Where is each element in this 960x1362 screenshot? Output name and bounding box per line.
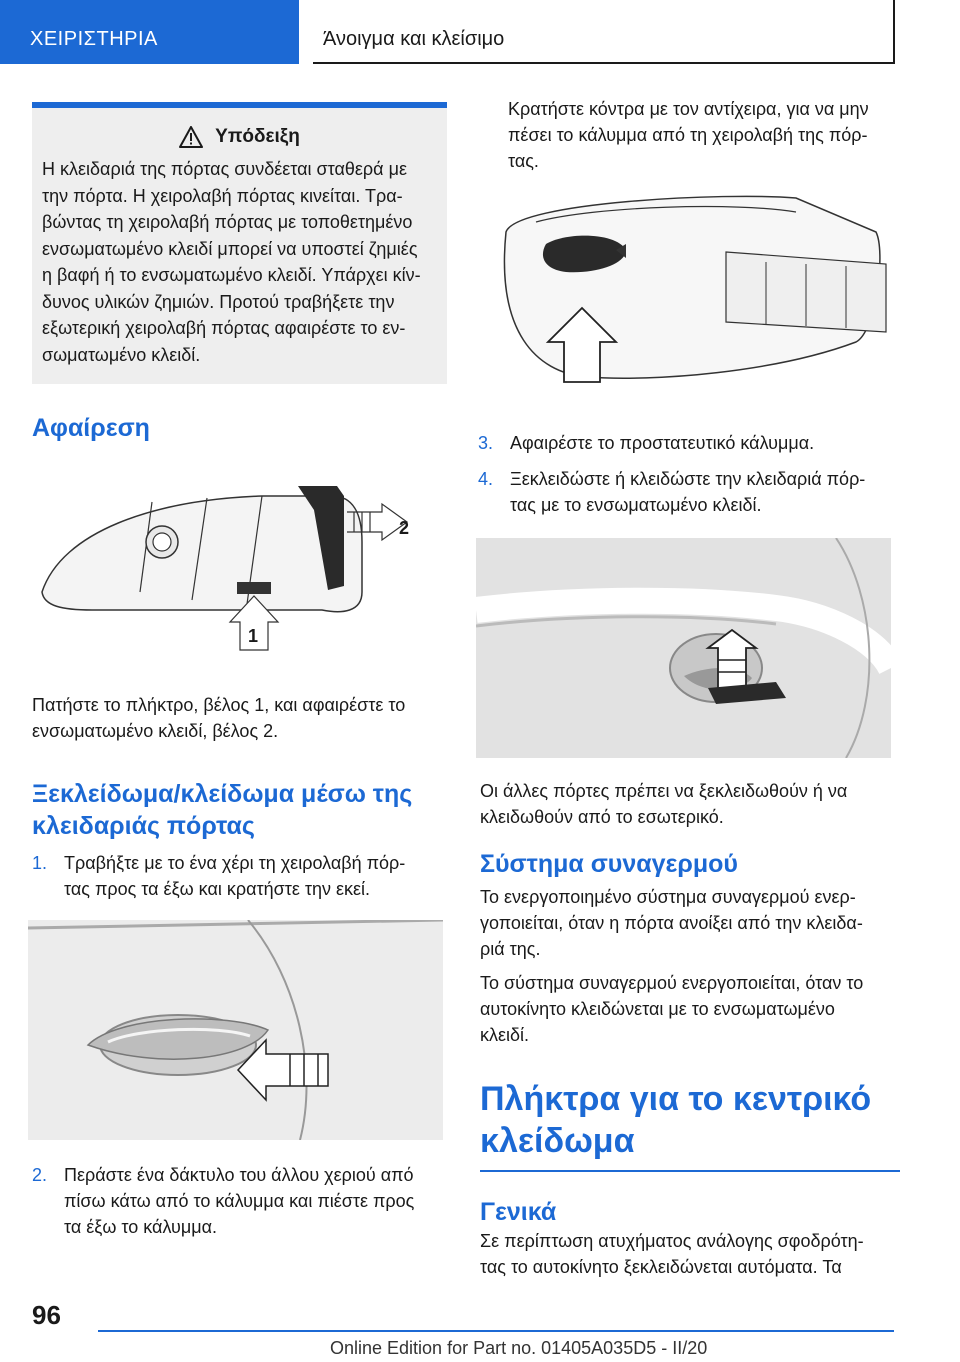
key-fob-illustration [32, 482, 447, 658]
step-number: 2. [32, 1165, 48, 1185]
central-line: τας το αυτοκίνητο ξεκλειδώνεται αυτόματα. Τα [480, 1257, 842, 1277]
step-number: 1. [32, 853, 48, 873]
section-tab [0, 0, 299, 64]
warning-line: σωματωμένο κλειδί. [42, 344, 201, 365]
alarm-heading: Σύστημα συναγερμού [480, 850, 738, 878]
central-line: Σε περίπτωση ατυχήματος ανάλογης σφοδρότη- [480, 1231, 864, 1251]
footer-rule [98, 1330, 894, 1332]
left-column [32, 102, 447, 1240]
step-text: τας με το ενσωματωμένο κλειδί. [510, 495, 762, 515]
alarm-line: Το ενεργοποιημένο σύστημα συναγερμού ενερ- [480, 887, 856, 907]
lock-figure [476, 538, 891, 758]
warning-line: βώντας τη χειρολαβή πόρτας με τοποθετημένο [42, 212, 413, 232]
step-text: τας προς τα έξω και κρατήστε την εκεί. [64, 879, 371, 899]
after-line: κλειδωθούν από το εσωτερικό. [480, 807, 724, 827]
lock-heading-line: Ξεκλείδωμα/κλείδωμα μέσω της [32, 780, 413, 808]
door-handle-figure [28, 920, 443, 1140]
door-handle-photo [28, 920, 443, 1140]
warning-line: Η κλειδαριά της πόρτας συνδέεται σταθερά με [42, 159, 407, 179]
lock-heading-line: κλειδαριάς πόρτας [32, 812, 255, 840]
step-text: πίσω κάτω από το κάλυμμα και πιέστε προς [64, 1191, 415, 1211]
general-subheading: Γενικά [480, 1198, 557, 1226]
step-2 [32, 1162, 447, 1240]
warning-box [32, 102, 447, 384]
removal-line: Πατήστε το πλήκτρο, βέλος 1, και αφαιρέστε το [32, 695, 406, 715]
removal-text [32, 692, 447, 744]
step-text: Τραβήξτε με το ένα χέρι τη χειρολαβή πόρ- [64, 853, 406, 873]
alarm-line: ριά της. [480, 939, 541, 959]
figure-label-1: 1 [248, 626, 259, 646]
figure-label-2: 2 [399, 518, 410, 538]
step-text: Περάστε ένα δάκτυλο του άλλου χεριού από [64, 1165, 414, 1185]
step-text: Αφαιρέστε το προστατευτικό κάλυμμα. [510, 433, 815, 453]
step-number: 3. [478, 433, 494, 453]
heading-rule [480, 1170, 900, 1172]
after-text [476, 778, 896, 830]
step-1 [32, 850, 447, 902]
alarm-line: Το σύστημα συναγερμού ενεργοποιείται, όταν το [480, 973, 864, 993]
handle-cover-illustration [476, 192, 896, 400]
central-locking-section [476, 1078, 896, 1280]
step-text: τα έξω το κάλυμμα. [64, 1217, 218, 1237]
intro-text [476, 96, 896, 174]
page-number: 96 [32, 1300, 61, 1330]
removal-line: ενσωματωμένο κλειδί, βέλος 2. [32, 721, 279, 741]
chapter-tab [313, 0, 895, 64]
steps-3-4 [476, 430, 896, 518]
lock-heading [32, 778, 447, 842]
cover-figure [476, 192, 896, 400]
warning-triangle-icon [179, 126, 203, 148]
central-heading-line: Πλήκτρα για το κεντρικό [480, 1080, 872, 1118]
section-title: ΧΕΙΡΙΣΤΗΡΙΑ [30, 28, 158, 50]
warning-line: ενσωματωμένο κλειδί μπορεί να υποστεί ζημιές [42, 238, 418, 259]
key-fob-figure [32, 482, 447, 658]
alarm-line: αυτοκίνητο κλειδώνεται με το ενσωματωμένο [480, 999, 835, 1019]
edition-text: Online Edition for Part no. 01405A035D5 - II/20 [330, 1338, 708, 1358]
warning-title: Υπόδειξη [215, 126, 300, 147]
alarm-line: γοποιείται, όταν η πόρτα ανοίξει από την κλειδα- [480, 913, 863, 933]
warning-line: η βαφή ή το ενσωματωμένο κλειδί. Υπάρχει κίν- [42, 265, 421, 285]
alarm-line: κλειδί. [480, 1025, 530, 1045]
central-heading-line: κλείδωμα [480, 1122, 635, 1160]
warning-line: δυνος υλικών ζημιών. Προτού τραβήξετε την [42, 291, 395, 312]
warning-header [42, 126, 437, 148]
removal-heading: Αφαίρεση [32, 414, 150, 442]
step-number: 4. [478, 469, 494, 489]
chapter-title: Άνοιγμα και κλείσιμο [323, 28, 505, 50]
warning-line: την πόρτα. Η χειρολαβή πόρτας κινείται. Τρα- [42, 185, 403, 206]
alarm-section [476, 848, 896, 1048]
intro-line: Κρατήστε κόντρα με τον αντίχειρα, για να μην [508, 99, 869, 119]
door-lock-photo [476, 538, 891, 758]
after-line: Οι άλλες πόρτες πρέπει να ξεκλειδωθούν ή να [480, 781, 848, 801]
warning-line: εξωτερική χειρολαβή πόρτας αφαιρέστε το εν- [42, 318, 406, 338]
right-column [476, 96, 896, 1280]
intro-line: τας. [508, 151, 539, 171]
intro-line: πέσει το κάλυμμα από τη χειρολαβή της πόρ- [508, 125, 868, 145]
step-text: Ξεκλειδώστε ή κλειδώστε την κλειδαριά πόρ- [510, 469, 866, 489]
